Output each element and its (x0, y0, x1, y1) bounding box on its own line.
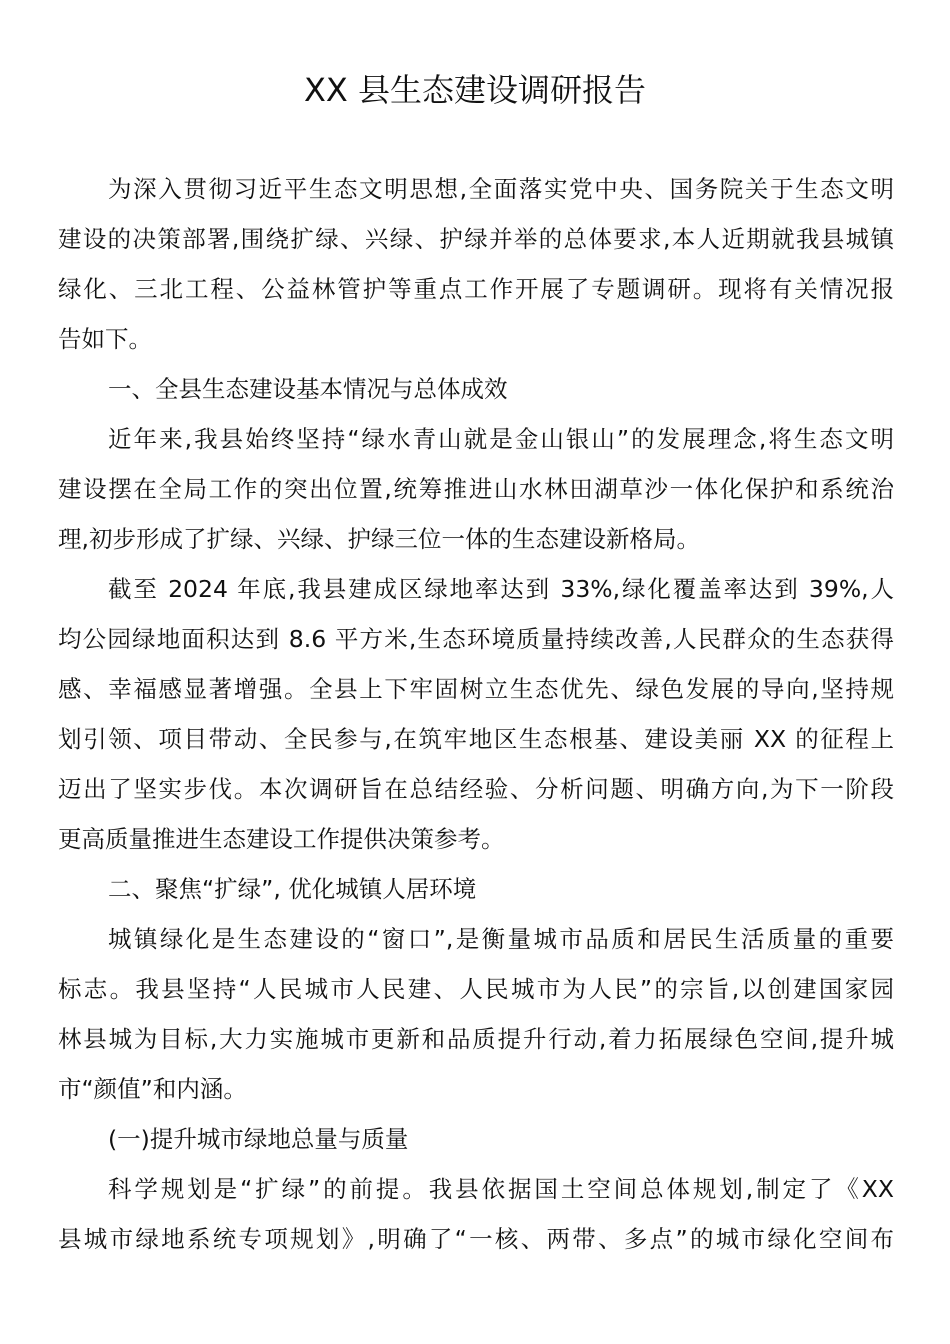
paragraph-line: 感、幸福感显著增强。全县上下牢固树立生态优先、绿色发展的导向,坚持规 (58, 675, 894, 703)
document-title: XX 县生态建设调研报告 (303, 71, 647, 109)
paragraph-line: 建设的决策部署,围绕扩绿、兴绿、护绿并举的总体要求,本人近期就我县城镇 (58, 225, 894, 253)
paragraph-line: 标志。我县坚持“人民城市人民建、人民城市为人民”的宗旨,以创建国家园 (58, 975, 894, 1003)
subsection-heading-1: (一)提升城市绿地总量与质量 (108, 1125, 409, 1153)
paragraph-line: 划引领、项目带动、全民参与,在筑牢地区生态根基、建设美丽 XX 的征程上 (58, 725, 894, 753)
paragraph-line: 更高质量推进生态建设工作提供决策参考。 (58, 825, 505, 853)
paragraph-line: 林县城为目标,大力实施城市更新和品质提升行动,着力拓展绿色空间,提升城 (58, 1025, 894, 1053)
paragraph-line: 科学规划是“扩绿”的前提。我县依据国土空间总体规划,制定了《XX (108, 1175, 894, 1203)
paragraph-line: 近年来,我县始终坚持“绿水青山就是金山银山”的发展理念,将生态文明 (108, 425, 894, 453)
section-heading-1: 一、全县生态建设基本情况与总体成效 (108, 375, 508, 403)
paragraph-line: 截至 2024 年底,我县建成区绿地率达到 33%,绿化覆盖率达到 39%,人 (108, 575, 894, 603)
paragraph-line: 告如下。 (58, 325, 152, 353)
paragraph-line: 建设摆在全局工作的突出位置,统筹推进山水林田湖草沙一体化保护和系统治 (58, 475, 894, 503)
paragraph-line: 城镇绿化是生态建设的“窗口”,是衡量城市品质和居民生活质量的重要 (108, 925, 894, 953)
paragraph-line: 绿化、三北工程、公益林管护等重点工作开展了专题调研。现将有关情况报 (58, 275, 894, 303)
paragraph-line: 理,初步形成了扩绿、兴绿、护绿三位一体的生态建设新格局。 (58, 525, 700, 553)
paragraph-line: 为深入贯彻习近平生态文明思想,全面落实党中央、国务院关于生态文明 (108, 175, 894, 203)
document-body (58, 164, 894, 1264)
paragraph-line: 迈出了坚实步伐。本次调研旨在总结经验、分析问题、明确方向,为下一阶段 (58, 775, 894, 803)
paragraph-line: 均公园绿地面积达到 8.6 平方米,生态环境质量持续改善,人民群众的生态获得 (58, 625, 894, 653)
paragraph-line: 市“颜值”和内涵。 (58, 1075, 247, 1103)
section-heading-2: 二、聚焦“扩绿”, 优化城镇人居环境 (108, 875, 477, 903)
paragraph-line: 县城市绿地系统专项规划》,明确了“一核、两带、多点”的城市绿化空间布 (58, 1225, 894, 1253)
